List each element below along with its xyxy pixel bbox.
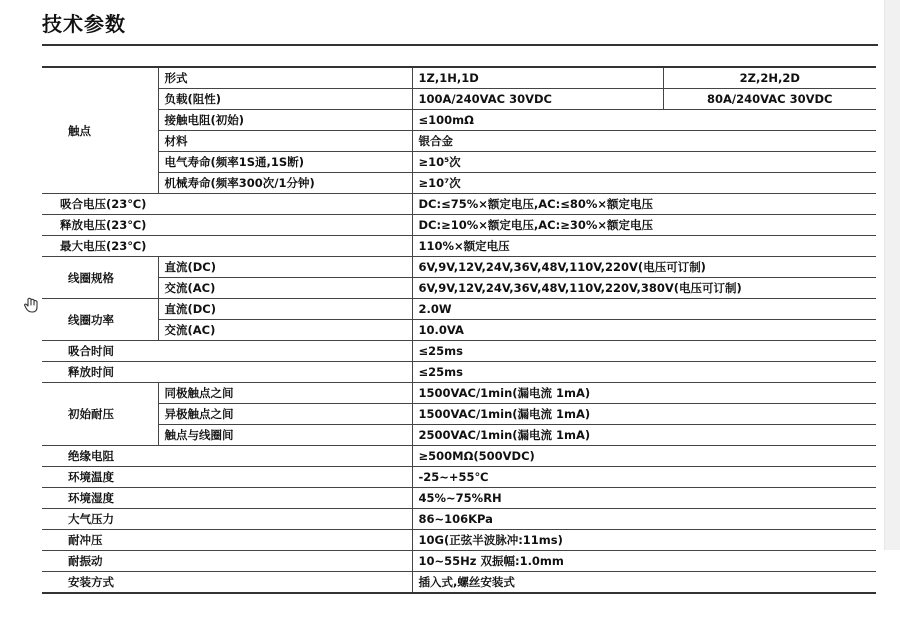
table-row (42, 67, 876, 89)
row-label: 绝缘电阻 (42, 446, 412, 467)
cell-value: 1Z,1H,1D (412, 67, 663, 89)
table-row (42, 131, 876, 152)
table-row (42, 572, 876, 594)
table-row (42, 278, 876, 299)
table-row (42, 299, 876, 320)
row-group-label: 线圈规格 (42, 257, 158, 299)
table-row (42, 194, 876, 215)
table-row (42, 404, 876, 425)
page-title: 技术参数 (42, 12, 126, 36)
table-row (42, 341, 876, 362)
cell-value: 2.0W (412, 299, 876, 320)
table-row (42, 425, 876, 446)
table-row (42, 467, 876, 488)
row-label: 交流(AC) (158, 320, 412, 341)
table-row (42, 215, 876, 236)
row-group-label: 线圈功率 (42, 299, 158, 341)
table-row (42, 530, 876, 551)
row-label: 最大电压(23℃) (42, 236, 412, 257)
cell-value: ≤25ms (412, 362, 876, 383)
cell-value: ≤100mΩ (412, 110, 876, 131)
cell-value: ≥10⁵次 (412, 152, 876, 173)
cell-value: 45%~75%RH (412, 488, 876, 509)
table-row (42, 446, 876, 467)
cell-value: 80A/240VAC 30VDC (663, 89, 876, 110)
cell-value: 2500VAC/1min(漏电流 1mA) (412, 425, 876, 446)
table-row (42, 362, 876, 383)
spec-table (42, 66, 876, 594)
row-label: 直流(DC) (158, 257, 412, 278)
row-label: 环境温度 (42, 467, 412, 488)
table-row (42, 320, 876, 341)
row-label: 耐振动 (42, 551, 412, 572)
cell-value: 1500VAC/1min(漏电流 1mA) (412, 404, 876, 425)
row-label: 交流(AC) (158, 278, 412, 299)
cell-value: 1500VAC/1min(漏电流 1mA) (412, 383, 876, 404)
cell-value: -25~+55℃ (412, 467, 876, 488)
table-row (42, 383, 876, 404)
row-group-label: 触点 (42, 67, 158, 194)
table-row (42, 89, 876, 110)
cell-value: DC:≥10%×额定电压,AC:≥30%×额定电压 (412, 215, 876, 236)
cell-value: ≥10⁷次 (412, 173, 876, 194)
row-label: 环境湿度 (42, 488, 412, 509)
title-divider (42, 44, 878, 46)
table-row (42, 551, 876, 572)
row-label: 负载(阻性) (158, 89, 412, 110)
cell-value: 插入式,螺丝安装式 (412, 572, 876, 594)
cell-value: 110%×额定电压 (412, 236, 876, 257)
row-label: 直流(DC) (158, 299, 412, 320)
cell-value: 6V,9V,12V,24V,36V,48V,110V,220V,380V(电压可订制) (412, 278, 876, 299)
row-group-label: 初始耐压 (42, 383, 158, 446)
row-label: 机械寿命(频率300次/1分钟) (158, 173, 412, 194)
row-label: 材料 (158, 131, 412, 152)
row-label: 释放时间 (42, 362, 412, 383)
cell-value: DC:≤75%×额定电压,AC:≤80%×额定电压 (412, 194, 876, 215)
row-label: 大气压力 (42, 509, 412, 530)
row-label: 吸合时间 (42, 341, 412, 362)
row-label: 形式 (158, 67, 412, 89)
row-label: 安装方式 (42, 572, 412, 594)
cell-value: 2Z,2H,2D (663, 67, 876, 89)
row-label: 异极触点之间 (158, 404, 412, 425)
row-label: 吸合电压(23℃) (42, 194, 412, 215)
table-row (42, 257, 876, 278)
table-row (42, 173, 876, 194)
table-row (42, 236, 876, 257)
row-label: 同极触点之间 (158, 383, 412, 404)
hand-pointer-icon (22, 296, 40, 314)
cell-value: 10~55Hz 双振幅:1.0mm (412, 551, 876, 572)
table-row (42, 488, 876, 509)
right-scroll-panel (884, 0, 900, 550)
row-label: 释放电压(23℃) (42, 215, 412, 236)
cell-value: 6V,9V,12V,24V,36V,48V,110V,220V(电压可订制) (412, 257, 876, 278)
cell-value: 10.0VA (412, 320, 876, 341)
row-label: 耐冲压 (42, 530, 412, 551)
table-row (42, 152, 876, 173)
cell-value: 100A/240VAC 30VDC (412, 89, 663, 110)
table-row (42, 509, 876, 530)
row-label: 电气寿命(频率1S通,1S断) (158, 152, 412, 173)
cell-value: 86~106KPa (412, 509, 876, 530)
row-label: 触点与线圈间 (158, 425, 412, 446)
cell-value: ≥500MΩ(500VDC) (412, 446, 876, 467)
table-row (42, 110, 876, 131)
cell-value: ≤25ms (412, 341, 876, 362)
row-label: 接触电阻(初始) (158, 110, 412, 131)
cell-value: 10G(正弦半波脉冲:11ms) (412, 530, 876, 551)
cell-value: 银合金 (412, 131, 876, 152)
